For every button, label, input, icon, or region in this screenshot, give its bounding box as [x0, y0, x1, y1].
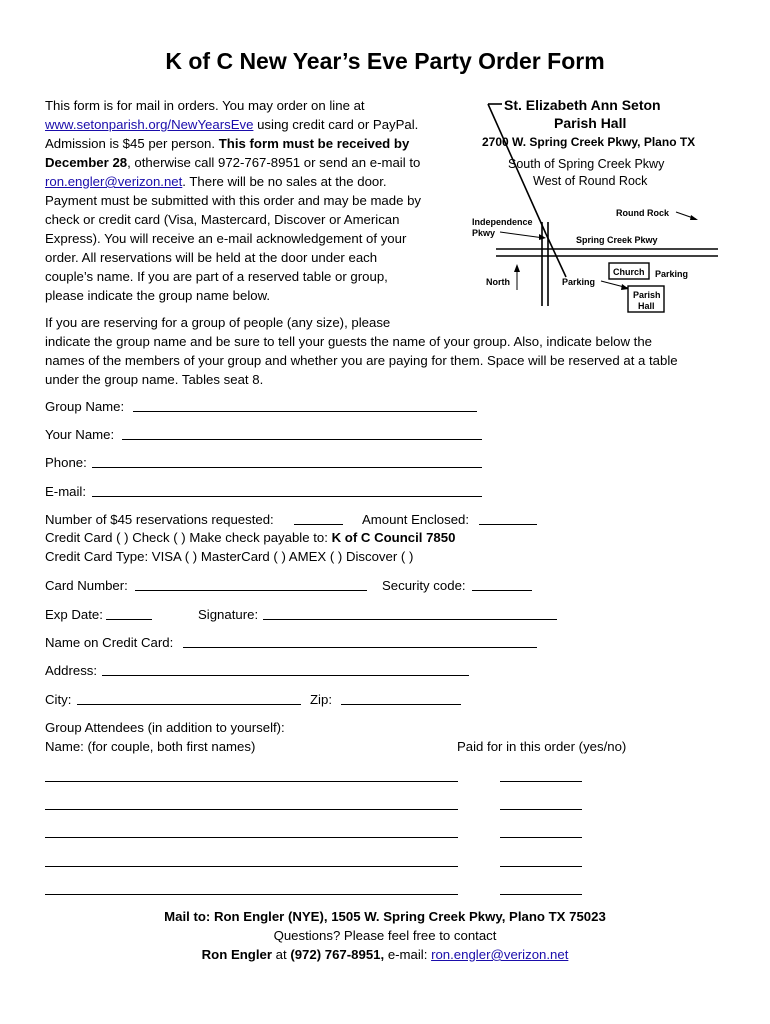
- map-label: Round Rock: [616, 208, 669, 218]
- order-online-link[interactable]: www.setonparish.org/NewYearsEve: [45, 117, 254, 132]
- map-directions: South of Spring Creek Pkwy: [508, 157, 665, 171]
- contact-line: Ron Engler at (972) 767-8951, e-mail: ron.engler@verizon.net: [201, 947, 569, 962]
- signature-field[interactable]: [263, 619, 557, 620]
- card-number-field[interactable]: [135, 590, 367, 591]
- attendee-name-field[interactable]: [45, 894, 458, 895]
- security-code-label: Security code:: [382, 578, 466, 593]
- map-address: 2700 W. Spring Creek Pkwy, Plano TX: [482, 135, 696, 149]
- phone-label: Phone:: [45, 455, 87, 470]
- map-label: Parking: [655, 269, 689, 279]
- intro-line: www.setonparish.org/NewYearsEve using credit card or PayPal.: [45, 117, 419, 132]
- group-line: If you are reserving for a group of people (any size), please: [45, 315, 391, 330]
- attendee-paid-field[interactable]: [500, 894, 582, 895]
- location-map: [466, 92, 732, 314]
- group-line: indicate the group name and be sure to tell your guests the name of your group. Also, indicate below the: [45, 334, 653, 349]
- intro-line: check or credit card (Visa, Mastercard, Discover or American: [45, 212, 400, 227]
- group-line: names of the members of your group and whether you are paying for them. Space will be reserved at a table: [45, 353, 678, 368]
- intro-line: ron.engler@verizon.net. There will be no sales at the door.: [45, 174, 387, 189]
- map-arrow-head: [690, 215, 698, 220]
- page-title: K of C New Year’s Eve Party Order Form: [165, 48, 605, 74]
- reservations-label: Number of $45 reservations requested:: [45, 512, 274, 527]
- mail-to-line: Mail to: Ron Engler (NYE), 1505 W. Spring Creek Pkwy, Plano TX 75023: [164, 909, 606, 924]
- phone-field[interactable]: [92, 467, 482, 468]
- amount-field[interactable]: [479, 524, 537, 525]
- exp-date-label: Exp Date:: [45, 607, 103, 622]
- map-arrow: [500, 232, 544, 238]
- name-on-card-field[interactable]: [183, 647, 537, 648]
- map-label: Church: [613, 267, 645, 277]
- attendee-paid-field[interactable]: [500, 866, 582, 867]
- reservations-field[interactable]: [294, 524, 343, 525]
- your-name-label: Your Name:: [45, 427, 115, 442]
- map-label: Parish: [633, 290, 661, 300]
- map-label: Pkwy: [472, 228, 496, 238]
- intro-line: order. All reservations will be held at the door under each: [45, 250, 378, 265]
- map-title: St. Elizabeth Ann Seton: [504, 97, 661, 113]
- email-link[interactable]: ron.engler@verizon.net: [45, 174, 183, 189]
- payable-to: K of C Council 7850: [331, 530, 456, 545]
- attendee-name-field[interactable]: [45, 866, 458, 867]
- intro-line: please indicate the group name below.: [45, 288, 271, 303]
- map-label: Hall: [638, 301, 655, 311]
- city-field[interactable]: [77, 704, 301, 705]
- group-name-field[interactable]: [133, 411, 477, 412]
- signature-label: Signature:: [198, 607, 259, 622]
- exp-date-field[interactable]: [106, 619, 152, 620]
- card-number-label: Card Number:: [45, 578, 128, 593]
- your-name-field[interactable]: [122, 439, 482, 440]
- map-label: North: [486, 277, 510, 287]
- attendee-paid-field[interactable]: [500, 781, 582, 782]
- intro-line: December 28, otherwise call 972-767-8951 or send an e-mail to: [45, 155, 421, 170]
- card-type-line[interactable]: Credit Card Type: VISA ( ) MasterCard ( ) AMEX ( ) Discover ( ): [45, 549, 414, 564]
- map-directions: West of Round Rock: [533, 174, 648, 188]
- address-field[interactable]: [102, 675, 469, 676]
- attendee-paid-field[interactable]: [500, 837, 582, 838]
- city-label: City:: [45, 692, 72, 707]
- attendee-paid-field[interactable]: [500, 809, 582, 810]
- map-title: Parish Hall: [554, 115, 627, 131]
- attendee-paid-column: Paid for in this order (yes/no): [457, 739, 627, 754]
- name-on-card-label: Name on Credit Card:: [45, 635, 174, 650]
- attendee-name-field[interactable]: [45, 781, 458, 782]
- questions-line: Questions? Please feel free to contact: [273, 928, 497, 943]
- group-line: under the group name. Tables seat 8.: [45, 372, 264, 387]
- intro-line: This form is for mail in orders. You may order on line at: [45, 98, 365, 113]
- security-code-field[interactable]: [472, 590, 532, 591]
- attendee-name-field[interactable]: [45, 837, 458, 838]
- intro-line: couple’s name. If you are part of a reserved table or group,: [45, 269, 388, 284]
- attendee-name-column: Name: (for couple, both first names): [45, 739, 256, 754]
- intro-line: Payment must be submitted with this order and may be made by: [45, 193, 422, 208]
- attendee-name-field[interactable]: [45, 809, 458, 810]
- email-field[interactable]: [92, 496, 482, 497]
- intro-line: Express). You will receive an e-mail acknowledgement of your: [45, 231, 407, 246]
- address-label: Address:: [45, 663, 98, 678]
- email-label: E-mail:: [45, 484, 87, 499]
- contact-email-link[interactable]: ron.engler@verizon.net: [431, 947, 569, 962]
- group-name-label: Group Name:: [45, 399, 125, 414]
- amount-label: Amount Enclosed:: [362, 512, 470, 527]
- map-label: Parking: [562, 277, 596, 287]
- intro-line: Admission is $45 per person. This form must be received by: [45, 136, 410, 151]
- attendees-header: Group Attendees (in addition to yourself):: [45, 720, 285, 735]
- payment-method-line: Credit Card ( ) Check ( ) Make check payable to: K of C Council 7850: [45, 530, 456, 545]
- north-arrow-head: [514, 264, 520, 272]
- zip-label: Zip:: [310, 692, 332, 707]
- zip-field[interactable]: [341, 704, 461, 705]
- map-label: Independence: [472, 217, 533, 227]
- map-label: Spring Creek Pkwy: [576, 235, 658, 245]
